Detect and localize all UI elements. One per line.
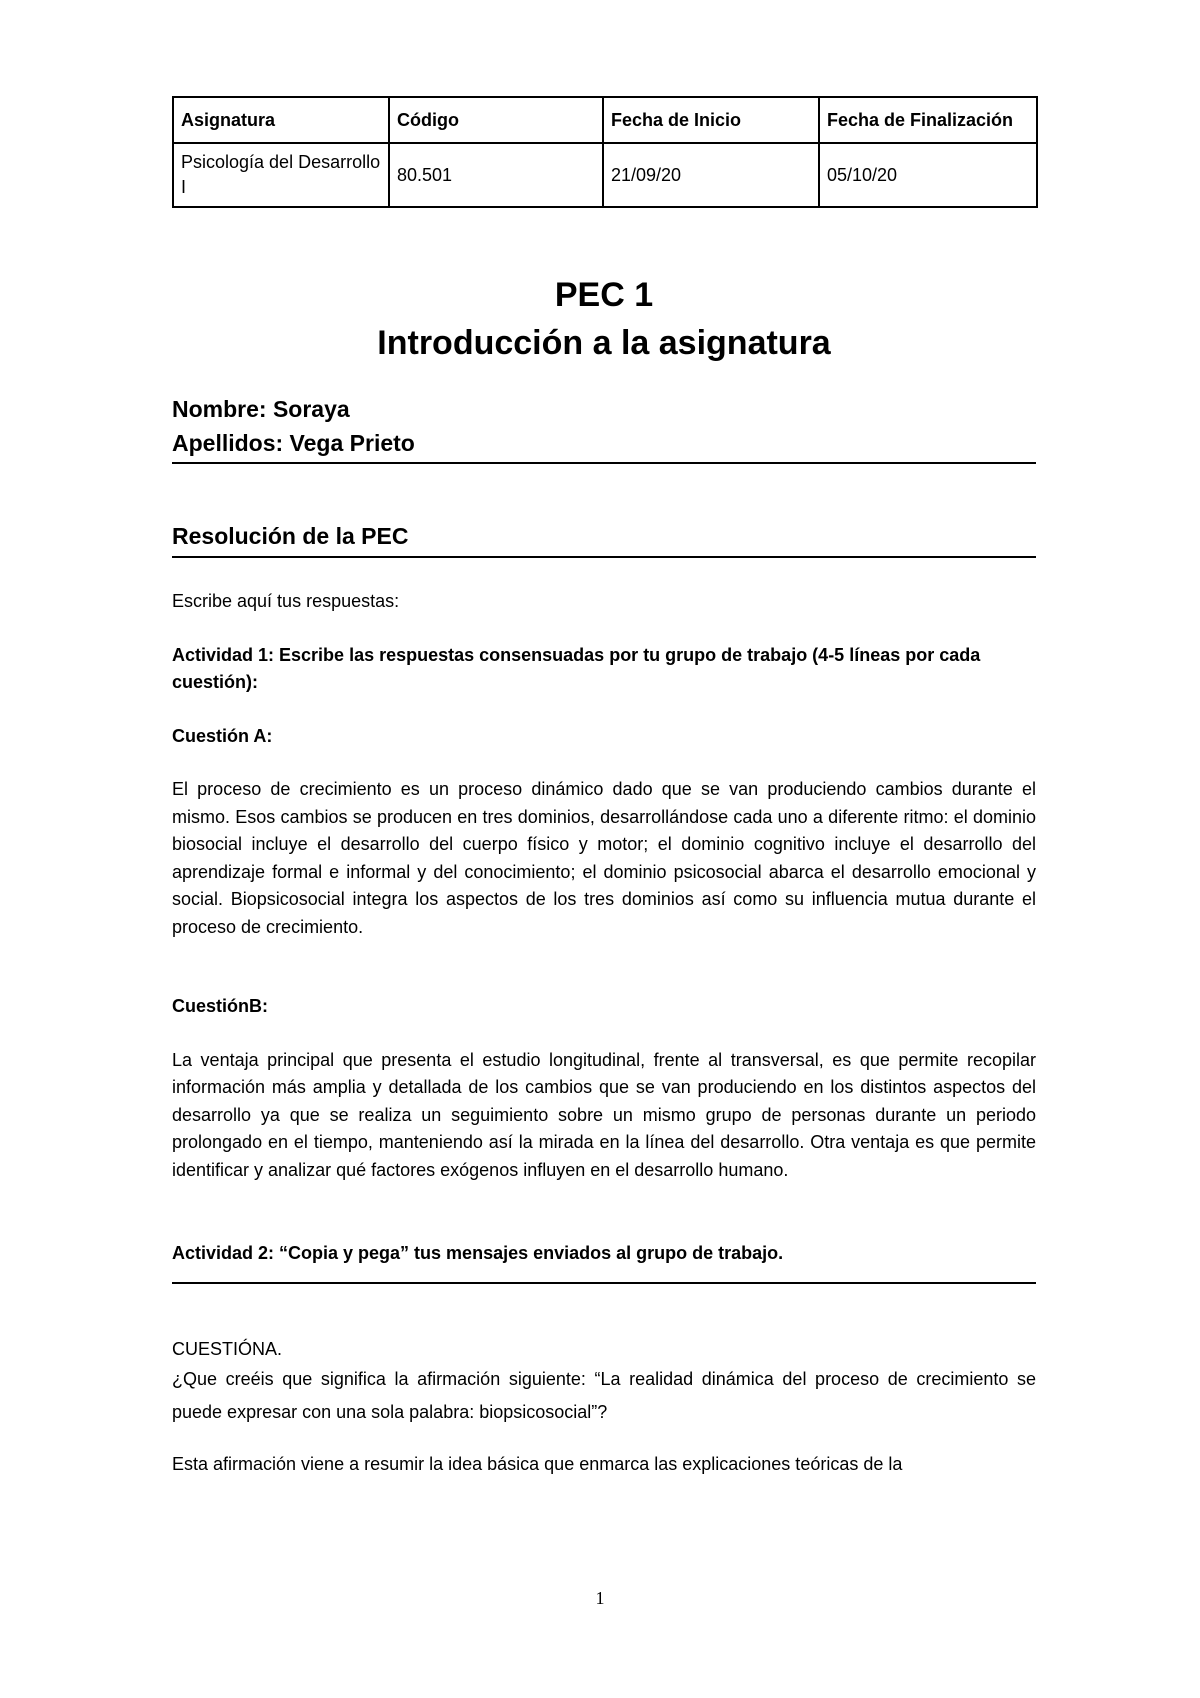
header-codigo: Código	[389, 97, 603, 143]
intro-text: Escribe aquí tus respuestas:	[172, 591, 400, 611]
question-b-label: CuestiónB:	[172, 996, 268, 1016]
cuestion-label: CUESTIÓNA.	[172, 1338, 283, 1359]
cuestion-question: ¿Que creéis que significa la afirmación siguiente: “La realidad dinámica del proceso de crecimiento se puede expresar con una sola palabra: biopsicosocial”?	[172, 1369, 1036, 1422]
activity-1-heading: Actividad 1: Escribe las respuestas consensuadas por tu grupo de trabajo (4-5 líneas por cada cuestión):	[172, 644, 981, 692]
section-title: Resolución de la PEC	[172, 523, 409, 549]
document-page	[172, 96, 1036, 1479]
student-info	[172, 392, 1036, 460]
header-asignatura: Asignatura	[173, 97, 389, 143]
document-title: PEC 1	[554, 276, 654, 314]
divider	[172, 1282, 1036, 1284]
question-b-answer: La ventaja principal que presenta el estudio longitudinal, frente al transversal, es que permite recopilar información más amplia y detallada de los cambios que se van produciendo en los distintos aspectos del desarrollo ya que se realiza un seguimiento sobre un mismo grupo de personas durante un periodo prolongado en el tiempo, manteniendo así la mirada en la línea del desarrollo. Otra ventaja es que permite identificar y analizar qué factores exógenos influyen en el desarrollo humano.	[172, 1049, 1036, 1180]
student-surnames: Apellidos: Vega Prieto	[172, 430, 415, 456]
cell-asignatura: Psicología del Desarrollo I	[173, 143, 389, 207]
question-a-answer: El proceso de crecimiento es un proceso dinámico dado que se van produciendo cambios durante el mismo. Esos cambios se producen en tres dominios, desarrollándose cada uno a diferente ritmo: el dominio biosocial incluye el desarrollo del cuerpo físico y motor; el dominio cognitivo incluye el desarrollo del aprendizaje formal e informal y del conocimiento; el dominio psicosocial abarca el desarrollo emocional y social. Biopsicosocial integra los aspectos de los tres dominios así como su influencia mutua durante el proceso de crecimiento.	[172, 779, 1036, 937]
cell-codigo: 80.501	[389, 143, 603, 207]
table-header-row	[173, 97, 1037, 143]
page-number: 1	[595, 1588, 605, 1608]
divider	[172, 556, 1036, 558]
activity-2-heading: Actividad 2: “Copia y pega” tus mensajes enviados al grupo de trabajo.	[172, 1243, 784, 1263]
cuestion-answer: Esta afirmación viene a resumir la idea básica que enmarca las explicaciones teóricas de la	[172, 1454, 903, 1474]
question-a-label: Cuestión A:	[172, 725, 273, 746]
course-info-table	[172, 96, 1038, 208]
divider	[172, 462, 1036, 464]
table-row	[173, 143, 1037, 207]
cell-fecha-finalizacion: 05/10/20	[819, 143, 1037, 207]
cell-fecha-inicio: 21/09/20	[603, 143, 819, 207]
title-block	[172, 272, 1036, 366]
student-name: Nombre: Soraya	[172, 396, 350, 422]
header-fecha-inicio: Fecha de Inicio	[603, 97, 819, 143]
document-subtitle: Introducción a la asignatura	[377, 324, 831, 362]
header-fecha-finalizacion: Fecha de Finalización	[819, 97, 1037, 143]
